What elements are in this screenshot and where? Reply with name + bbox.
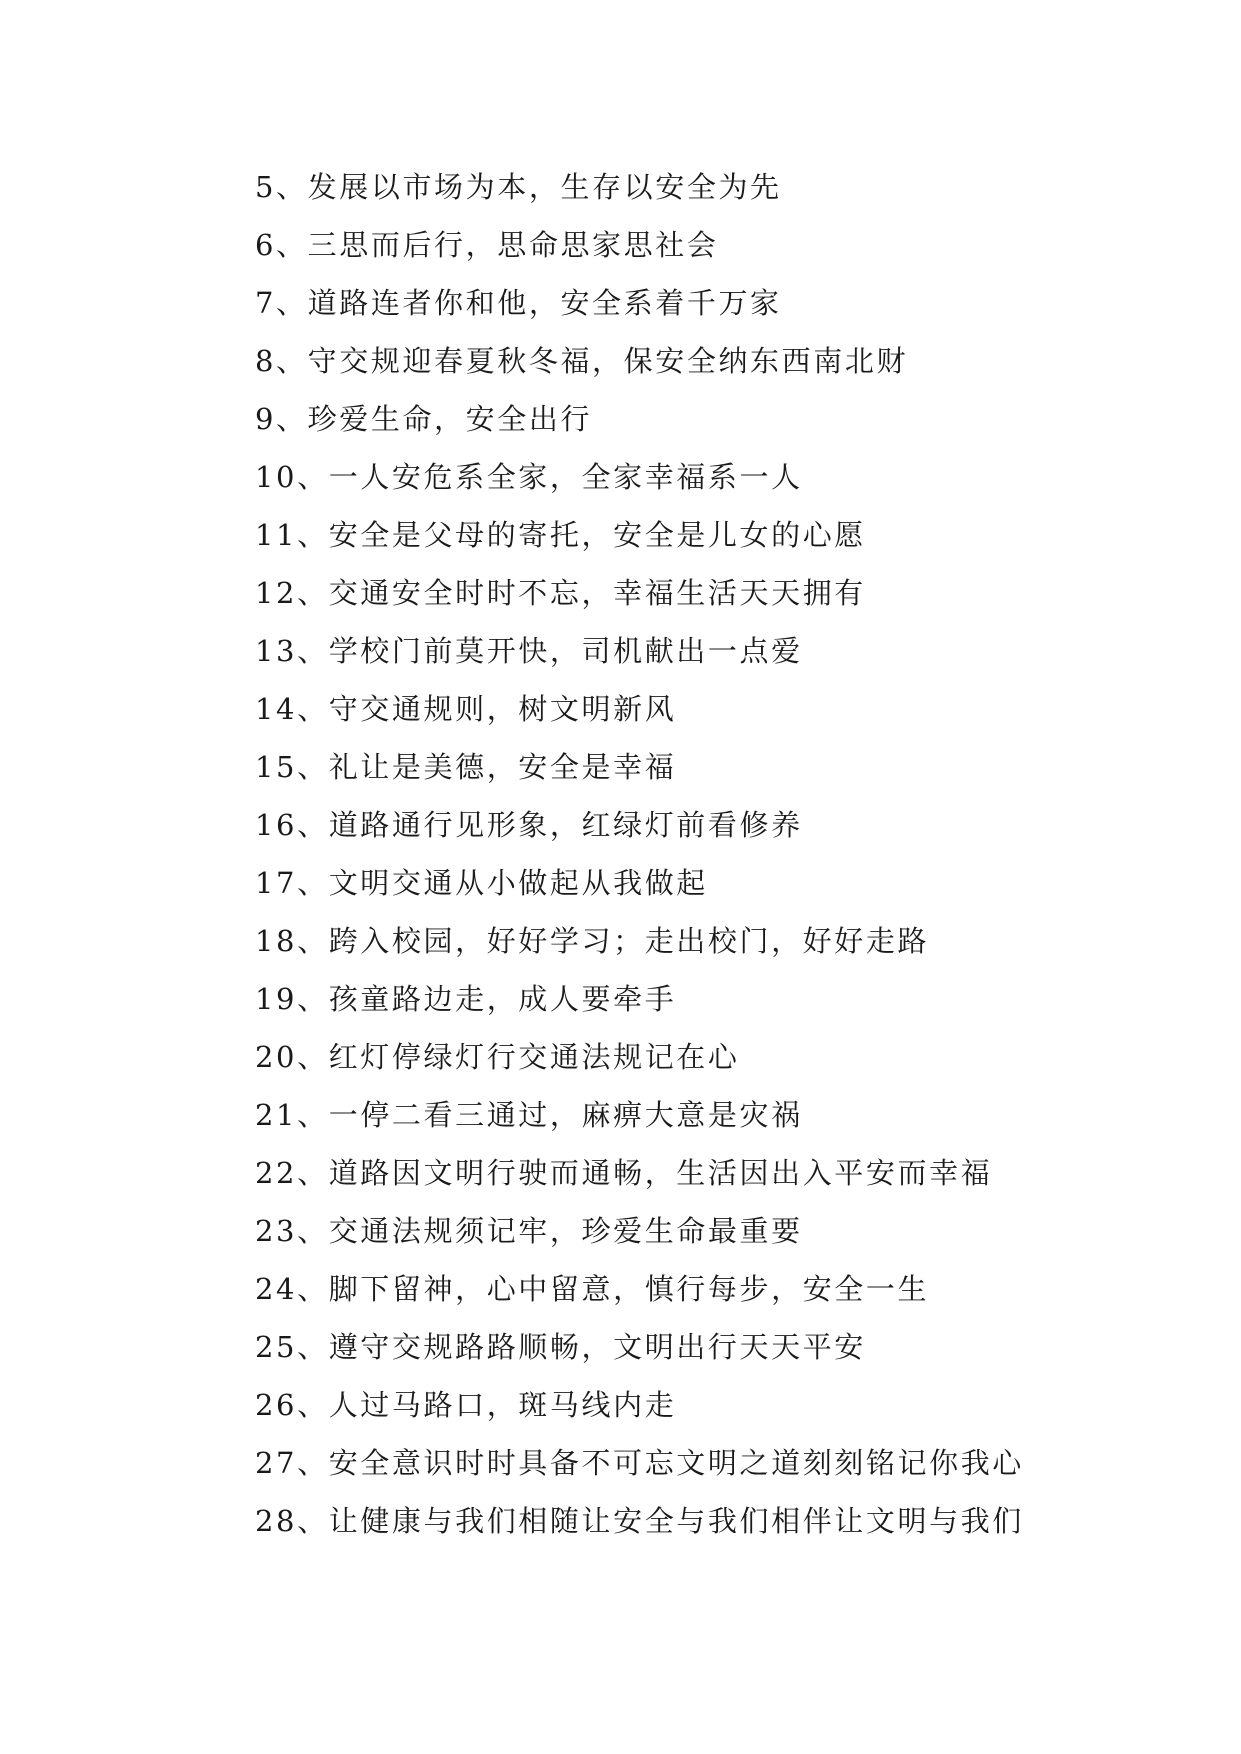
list-item: 5、发展以市场为本，生存以安全为先 — [255, 170, 782, 204]
slogan-list — [255, 158, 1135, 1550]
list-item: 19、孩童路边走，成人要牵手 — [255, 982, 677, 1016]
list-item: 16、道路通行见形象，红绿灯前看修养 — [255, 808, 803, 842]
list-item: 20、红灯停绿灯行交通法规记在心 — [255, 1040, 740, 1074]
list-item: 9、珍爱生命，安全出行 — [255, 402, 593, 436]
list-item: 26、人过马路口，斑马线内走 — [255, 1388, 677, 1422]
list-item: 14、守交通规则，树文明新风 — [255, 692, 677, 726]
list-item: 24、脚下留神，心中留意，慎行每步，安全一生 — [255, 1272, 930, 1306]
list-item: 6、三思而后行，思命思家思社会 — [255, 228, 719, 262]
list-item: 17、文明交通从小做起从我做起 — [255, 866, 708, 900]
list-item: 18、跨入校园，好好学习；走出校门，好好走路 — [255, 924, 930, 958]
list-item: 7、道路连者你和他，安全系着千万家 — [255, 286, 782, 320]
list-item: 13、学校门前莫开快，司机献出一点爱 — [255, 634, 803, 668]
list-item: 11、安全是父母的寄托，安全是儿女的心愿 — [255, 518, 866, 552]
list-item: 25、遵守交规路路顺畅，文明出行天天平安 — [255, 1330, 866, 1364]
list-item: 27、安全意识时时具备不可忘文明之道刻刻铭记你我心 — [255, 1446, 1024, 1480]
list-item: 8、守交规迎春夏秋冬福，保安全纳东西南北财 — [255, 344, 909, 378]
list-item: 10、一人安危系全家，全家幸福系一人 — [255, 460, 803, 494]
list-item: 28、让健康与我们相随让安全与我们相伴让文明与我们 — [255, 1504, 1024, 1538]
list-item: 15、礼让是美德，安全是幸福 — [255, 750, 677, 784]
list-item: 23、交通法规须记牢，珍爱生命最重要 — [255, 1214, 803, 1248]
list-item: 22、道路因文明行驶而通畅，生活因出入平安而幸福 — [255, 1156, 993, 1190]
list-item: 12、交通安全时时不忘，幸福生活天天拥有 — [255, 576, 866, 610]
list-item: 21、一停二看三通过，麻痹大意是灾祸 — [255, 1098, 803, 1132]
